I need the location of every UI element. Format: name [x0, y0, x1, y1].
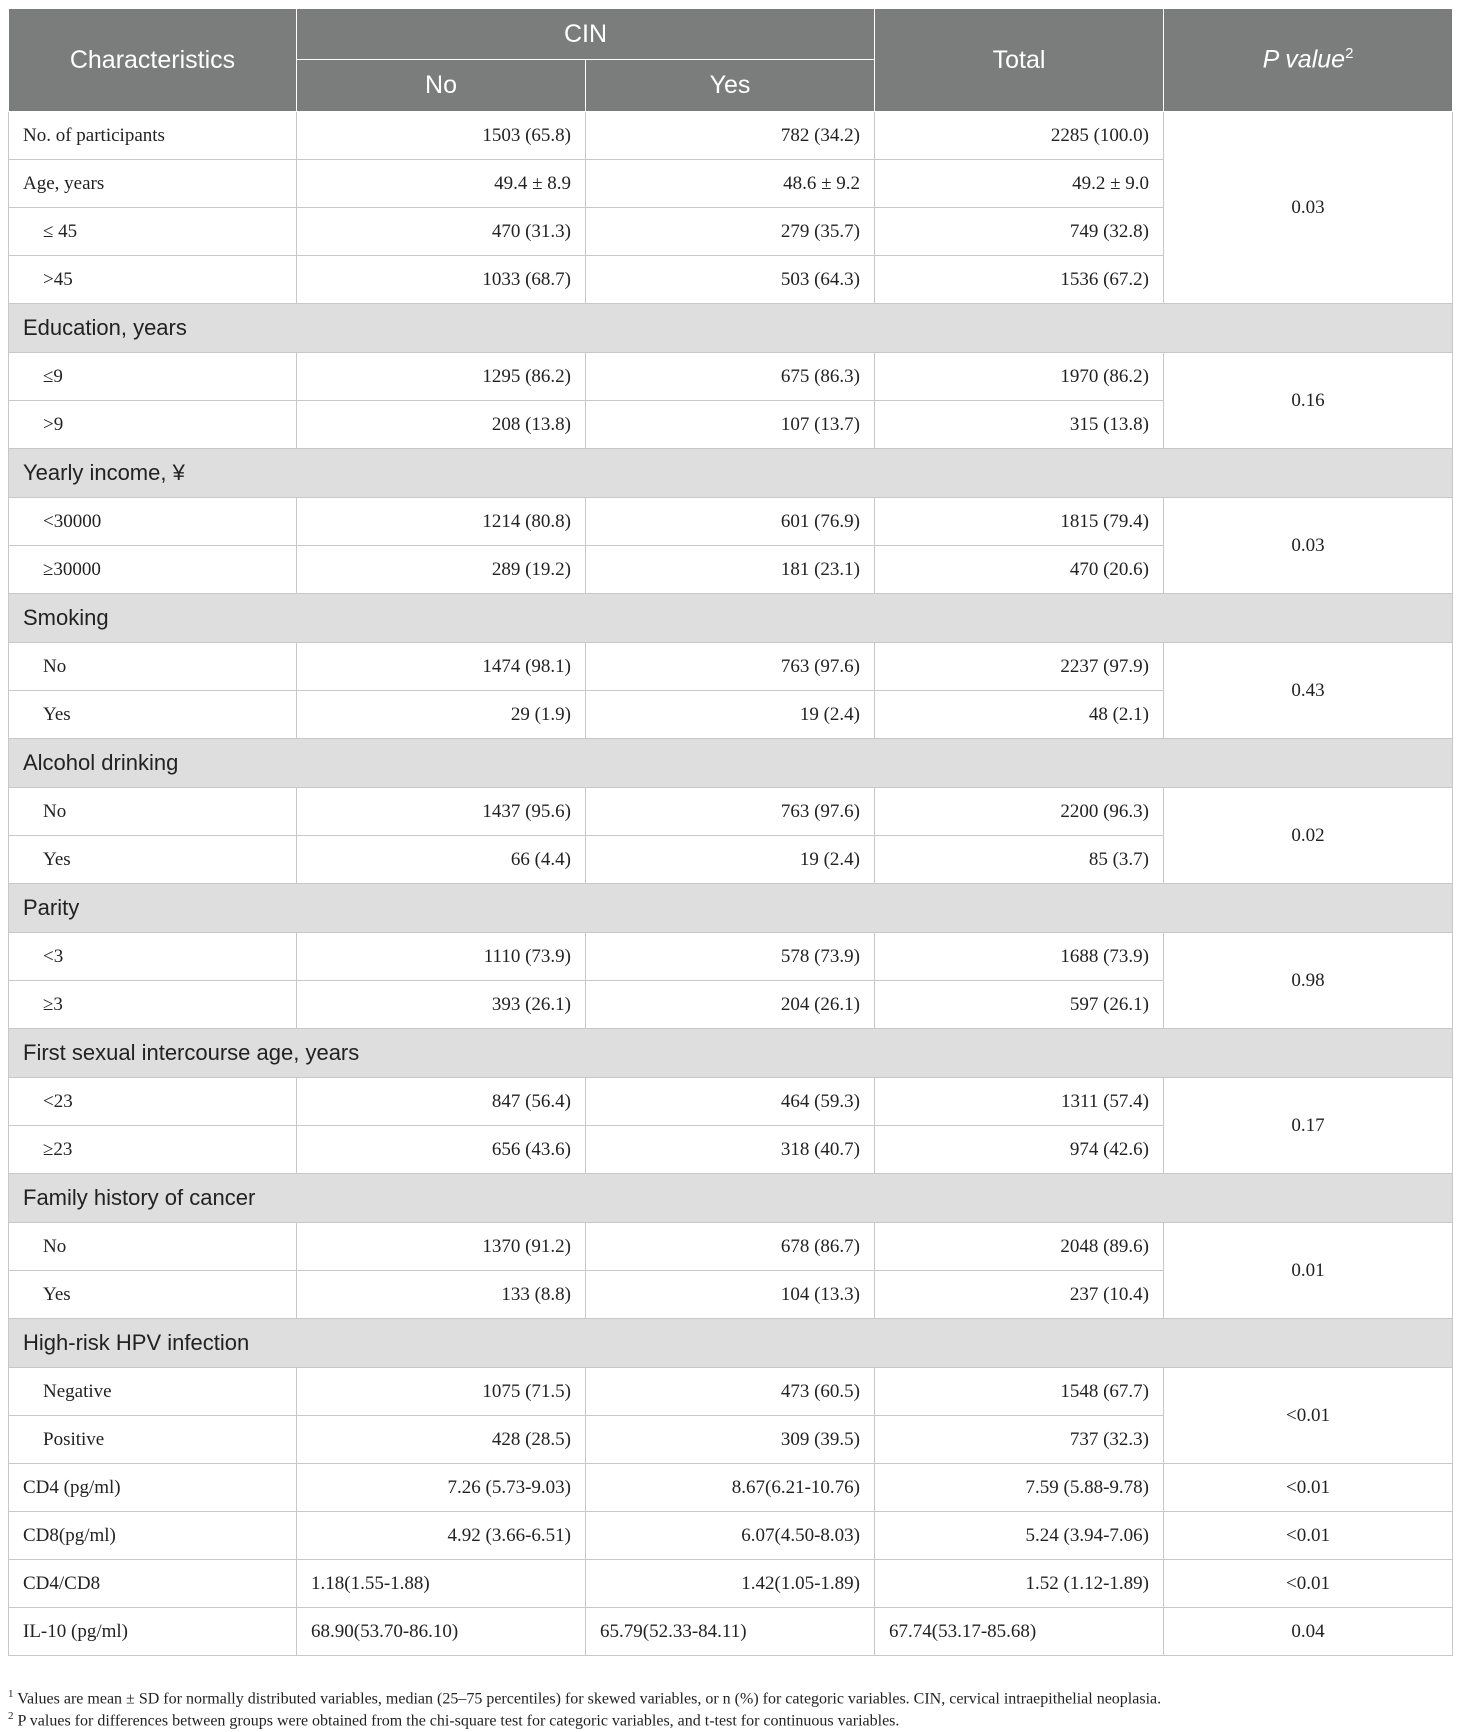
table-row — [9, 643, 1453, 691]
section-label: Alcohol drinking — [9, 739, 1453, 788]
row-label: >9 — [9, 401, 297, 449]
cell-no: 393 (26.1) — [297, 981, 586, 1029]
cell-total: 315 (13.8) — [875, 401, 1164, 449]
section-row — [9, 739, 1453, 788]
section-row — [9, 884, 1453, 933]
row-label: No — [9, 1223, 297, 1271]
row-label: IL-10 (pg/ml) — [9, 1608, 297, 1656]
cell-total: 1970 (86.2) — [875, 353, 1164, 401]
row-label: >45 — [9, 256, 297, 304]
section-row — [9, 304, 1453, 353]
cell-total: 749 (32.8) — [875, 208, 1164, 256]
cell-pvalue: 0.43 — [1164, 643, 1453, 739]
cell-pvalue: <0.01 — [1164, 1368, 1453, 1464]
cell-no: 1370 (91.2) — [297, 1223, 586, 1271]
characteristics-table — [8, 8, 1453, 1656]
table-row — [9, 1078, 1453, 1126]
cell-yes: 204 (26.1) — [586, 981, 875, 1029]
cell-total: 1815 (79.4) — [875, 498, 1164, 546]
cell-yes: 763 (97.6) — [586, 788, 875, 836]
cell-yes: 675 (86.3) — [586, 353, 875, 401]
row-label: ≥3 — [9, 981, 297, 1029]
cell-total: 237 (10.4) — [875, 1271, 1164, 1319]
table-row — [9, 498, 1453, 546]
cell-yes: 48.6 ± 9.2 — [586, 160, 875, 208]
cell-yes: 65.79(52.33-84.11) — [586, 1608, 875, 1656]
section-label: Yearly income, ¥ — [9, 449, 1453, 498]
table-row — [9, 1223, 1453, 1271]
table-row — [9, 1608, 1453, 1656]
row-label: Yes — [9, 691, 297, 739]
cell-yes: 503 (64.3) — [586, 256, 875, 304]
section-row — [9, 1029, 1453, 1078]
cell-yes: 578 (73.9) — [586, 933, 875, 981]
cell-yes: 104 (13.3) — [586, 1271, 875, 1319]
table-row — [9, 788, 1453, 836]
cell-pvalue: 0.01 — [1164, 1223, 1453, 1319]
row-label: <23 — [9, 1078, 297, 1126]
cell-yes: 473 (60.5) — [586, 1368, 875, 1416]
table-row — [9, 1368, 1453, 1416]
cell-total: 2237 (97.9) — [875, 643, 1164, 691]
section-row — [9, 1319, 1453, 1368]
cell-pvalue: <0.01 — [1164, 1560, 1453, 1608]
cell-no: 1295 (86.2) — [297, 353, 586, 401]
cell-total: 49.2 ± 9.0 — [875, 160, 1164, 208]
row-label: CD4/CD8 — [9, 1560, 297, 1608]
cell-total: 85 (3.7) — [875, 836, 1164, 884]
cell-total: 1.52 (1.12-1.89) — [875, 1560, 1164, 1608]
cell-pvalue: <0.01 — [1164, 1464, 1453, 1512]
cell-pvalue: 0.98 — [1164, 933, 1453, 1029]
cell-no: 133 (8.8) — [297, 1271, 586, 1319]
cell-pvalue: 0.03 — [1164, 112, 1453, 304]
table-row — [9, 112, 1453, 160]
cell-no: 4.92 (3.66-6.51) — [297, 1512, 586, 1560]
row-label: ≤ 45 — [9, 208, 297, 256]
header-cin: CIN — [297, 9, 875, 60]
cell-total: 1688 (73.9) — [875, 933, 1164, 981]
cell-total: 67.74(53.17-85.68) — [875, 1608, 1164, 1656]
cell-no: 1.18(1.55-1.88) — [297, 1560, 586, 1608]
cell-yes: 601 (76.9) — [586, 498, 875, 546]
row-label: Age, years — [9, 160, 297, 208]
table-footnotes — [8, 1683, 1452, 1730]
cell-yes: 318 (40.7) — [586, 1126, 875, 1174]
cell-no: 1075 (71.5) — [297, 1368, 586, 1416]
section-label: Parity — [9, 884, 1453, 933]
cell-total: 1311 (57.4) — [875, 1078, 1164, 1126]
section-label: First sexual intercourse age, years — [9, 1029, 1453, 1078]
cell-no: 1503 (65.8) — [297, 112, 586, 160]
footnote-2-marker: 2 — [8, 1710, 14, 1722]
row-label: Yes — [9, 1271, 297, 1319]
cell-pvalue: 0.16 — [1164, 353, 1453, 449]
row-label: No. of participants — [9, 112, 297, 160]
cell-no: 428 (28.5) — [297, 1416, 586, 1464]
cell-pvalue: 0.03 — [1164, 498, 1453, 594]
row-label: Negative — [9, 1368, 297, 1416]
header-yes: Yes — [586, 60, 875, 112]
footnote-2 — [8, 1705, 1452, 1730]
row-label: ≥23 — [9, 1126, 297, 1174]
cell-total: 974 (42.6) — [875, 1126, 1164, 1174]
cell-no: 49.4 ± 8.9 — [297, 160, 586, 208]
footnote-1 — [8, 1683, 1452, 1708]
table-row — [9, 353, 1453, 401]
section-label: Family history of cancer — [9, 1174, 1453, 1223]
cell-no: 1033 (68.7) — [297, 256, 586, 304]
row-label: <30000 — [9, 498, 297, 546]
cell-yes: 763 (97.6) — [586, 643, 875, 691]
header-pvalue-text: P value — [1262, 45, 1346, 74]
header-pvalue-sup: 2 — [1345, 45, 1354, 63]
header-total: Total — [875, 9, 1164, 112]
cell-no: 68.90(53.70-86.10) — [297, 1608, 586, 1656]
cell-yes: 1.42(1.05-1.89) — [586, 1560, 875, 1608]
row-label: No — [9, 788, 297, 836]
cell-pvalue: <0.01 — [1164, 1512, 1453, 1560]
cell-no: 656 (43.6) — [297, 1126, 586, 1174]
header-pvalue — [1164, 9, 1453, 112]
table-container — [8, 8, 1452, 1656]
cell-total: 2200 (96.3) — [875, 788, 1164, 836]
row-label: Yes — [9, 836, 297, 884]
cell-yes: 19 (2.4) — [586, 691, 875, 739]
footnote-1-marker: 1 — [8, 1688, 14, 1700]
cell-no: 29 (1.9) — [297, 691, 586, 739]
cell-total: 1536 (67.2) — [875, 256, 1164, 304]
cell-total: 470 (20.6) — [875, 546, 1164, 594]
cell-yes: 107 (13.7) — [586, 401, 875, 449]
cell-yes: 181 (23.1) — [586, 546, 875, 594]
section-label: High-risk HPV infection — [9, 1319, 1453, 1368]
cell-yes: 309 (39.5) — [586, 1416, 875, 1464]
cell-total: 2285 (100.0) — [875, 112, 1164, 160]
section-row — [9, 1174, 1453, 1223]
table-row — [9, 1464, 1453, 1512]
cell-total: 2048 (89.6) — [875, 1223, 1164, 1271]
section-row — [9, 449, 1453, 498]
cell-yes: 464 (59.3) — [586, 1078, 875, 1126]
row-label: <3 — [9, 933, 297, 981]
row-label: Positive — [9, 1416, 297, 1464]
cell-yes: 279 (35.7) — [586, 208, 875, 256]
cell-yes: 6.07(4.50-8.03) — [586, 1512, 875, 1560]
cell-total: 7.59 (5.88-9.78) — [875, 1464, 1164, 1512]
row-label: CD8(pg/ml) — [9, 1512, 297, 1560]
cell-total: 48 (2.1) — [875, 691, 1164, 739]
cell-no: 208 (13.8) — [297, 401, 586, 449]
section-label: Smoking — [9, 594, 1453, 643]
section-label: Education, years — [9, 304, 1453, 353]
row-label: CD4 (pg/ml) — [9, 1464, 297, 1512]
cell-pvalue: 0.17 — [1164, 1078, 1453, 1174]
header-characteristics: Characteristics — [9, 9, 297, 112]
cell-no: 1437 (95.6) — [297, 788, 586, 836]
section-row — [9, 594, 1453, 643]
table-row — [9, 1512, 1453, 1560]
cell-pvalue: 0.04 — [1164, 1608, 1453, 1656]
row-label: ≤9 — [9, 353, 297, 401]
cell-no: 1214 (80.8) — [297, 498, 586, 546]
cell-no: 1110 (73.9) — [297, 933, 586, 981]
cell-yes: 782 (34.2) — [586, 112, 875, 160]
cell-total: 1548 (67.7) — [875, 1368, 1164, 1416]
cell-total: 737 (32.3) — [875, 1416, 1164, 1464]
footnote-2-text: P values for differences between groups were obtained from the chi-square test for categoric variables, and t-test for continuous variables. — [13, 1712, 900, 1730]
cell-total: 597 (26.1) — [875, 981, 1164, 1029]
cell-yes: 19 (2.4) — [586, 836, 875, 884]
cell-no: 847 (56.4) — [297, 1078, 586, 1126]
table-row — [9, 1560, 1453, 1608]
cell-no: 7.26 (5.73-9.03) — [297, 1464, 586, 1512]
cell-yes: 8.67(6.21-10.76) — [586, 1464, 875, 1512]
cell-pvalue: 0.02 — [1164, 788, 1453, 884]
cell-no: 66 (4.4) — [297, 836, 586, 884]
table-row — [9, 933, 1453, 981]
row-label: No — [9, 643, 297, 691]
cell-no: 470 (31.3) — [297, 208, 586, 256]
header-no: No — [297, 60, 586, 112]
footnote-1-text: Values are mean ± SD for normally distributed variables, median (25–75 percentiles) for skewed variables, or n (%) for categoric variables. CIN, cervical intraepithelial neoplasia. — [13, 1690, 1162, 1708]
cell-no: 289 (19.2) — [297, 546, 586, 594]
row-label: ≥30000 — [9, 546, 297, 594]
cell-yes: 678 (86.7) — [586, 1223, 875, 1271]
cell-total: 5.24 (3.94-7.06) — [875, 1512, 1164, 1560]
cell-no: 1474 (98.1) — [297, 643, 586, 691]
